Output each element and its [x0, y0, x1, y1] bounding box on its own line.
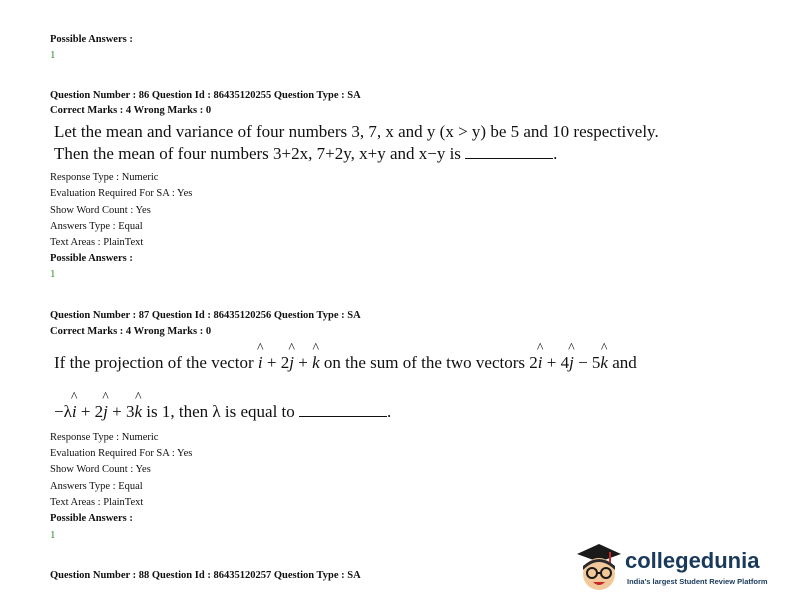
possible-answers-label: Possible Answers : — [50, 34, 133, 45]
possible-answers-label: Possible Answers : — [50, 513, 133, 524]
vector-expression: ^ i + 2^ j + ^ k — [258, 353, 320, 372]
possible-answers-label: Possible Answers : — [50, 253, 133, 264]
question-marks: Correct Marks : 4 Wrong Marks : 0 — [50, 105, 212, 116]
collegedunia-logo — [573, 540, 788, 600]
question-header: Question Number : 88 Question Id : 86435120257 Question Type : SA — [50, 570, 361, 581]
answer-value: 1 — [50, 529, 56, 541]
answers-type: Answers Type : Equal — [50, 221, 143, 232]
logo-name: collegedunia — [625, 548, 760, 573]
text-areas: Text Areas : PlainText — [50, 497, 144, 508]
answer-value: 1 — [50, 49, 56, 61]
evaluation-required: Evaluation Required For SA : Yes — [50, 448, 193, 459]
vector-expression: 2^ i + 4^ j − 5^ k — [529, 353, 608, 372]
question-text-line2: Then the mean of four numbers 3+2x, 7+2y, x+y and x−y is . — [54, 144, 558, 163]
show-word-count: Show Word Count : Yes — [50, 464, 151, 475]
question-header: Question Number : 86 Question Id : 86435120255 Question Type : SA — [50, 90, 361, 101]
question-text-line1: If the projection of the vector ^ i + 2^ j + ^ k on the sum of the two vectors 2^ i + 4^ j − 5^ k and — [54, 352, 637, 374]
question-text-line1: Let the mean and variance of four numbers 3, 7, x and y (x > y) be 5 and 10 respectively. — [54, 122, 659, 141]
question-text-line2: −λ^ i + 2^ j + 3^ k is 1, then λ is equal to . — [54, 401, 391, 423]
show-word-count: Show Word Count : Yes — [50, 205, 151, 216]
answers-type: Answers Type : Equal — [50, 481, 143, 492]
question-header: Question Number : 87 Question Id : 86435120256 Question Type : SA — [50, 310, 361, 321]
evaluation-required: Evaluation Required For SA : Yes — [50, 188, 193, 199]
mascot-icon — [573, 540, 623, 598]
response-type: Response Type : Numeric — [50, 432, 159, 443]
answer-blank — [465, 145, 553, 159]
logo-tagline: India's largest Student Review Platform — [627, 577, 768, 586]
question-marks: Correct Marks : 4 Wrong Marks : 0 — [50, 326, 212, 337]
vector-expression: −λ^ i + 2^ j + 3^ k — [54, 402, 142, 421]
answer-value: 1 — [50, 268, 56, 280]
answer-blank — [299, 403, 387, 417]
response-type: Response Type : Numeric — [50, 172, 159, 183]
text-areas: Text Areas : PlainText — [50, 237, 144, 248]
